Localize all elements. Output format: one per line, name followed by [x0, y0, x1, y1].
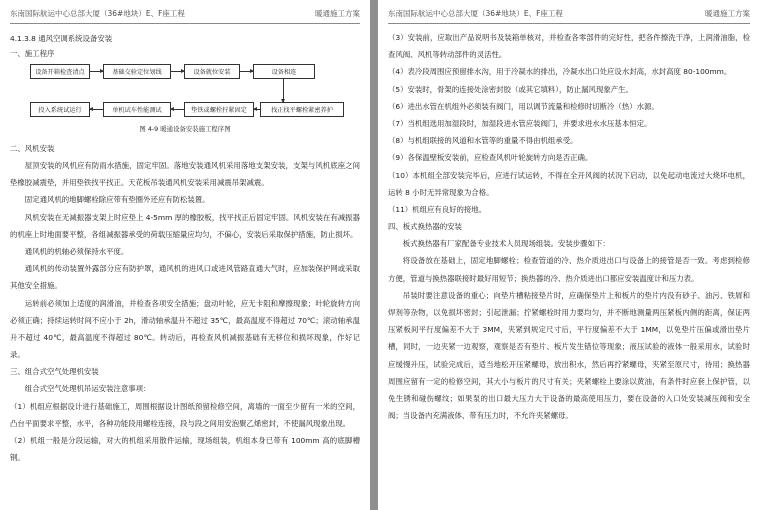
flow-step-3: 设备就位安装	[184, 64, 240, 79]
flow-step-7: 单机试车性能测试	[103, 102, 171, 117]
paragraph: 运转前必须加上适度的润滑油，并检查各项安全措施；盘动叶轮，应无卡阻和摩擦现象；叶轮旋转方向必须正确；持续运转时间不应小于 2h，滑动轴承温升不超过 35℃，最高温度不得超过 70℃；滚动轴承温升不超过 40℃，最高温度不得超过 80℃。转动后，再检查风机减振基础有无移位和损坏现象，作好记录。	[10, 298, 360, 360]
list-item: （5）安装时，骨架的连接处涂密封胶（或其它填料），防止漏风现象产生。	[388, 84, 633, 94]
subsection-title: 一、施工程序	[10, 49, 55, 58]
flow-step-6: 垫铁或螺栓拧紧固定	[184, 102, 254, 117]
subsection-title: 四、板式换热器的安装	[388, 222, 462, 232]
paragraph: 固定通风机的地脚螺栓除应带有垫圈外还应有防松装置。	[24, 195, 210, 205]
list-item: （3）安装前，应取出产品说明书及装箱单核对，并检查各零部件的完好性，把各件擦洗干净，上润滑油脂，检查风阀、风机等转动部件的灵活性。	[388, 33, 750, 60]
flow-step-5: 找正找平螺栓紧密养护	[260, 102, 344, 117]
header-project-title: 东南国际航运中心总部大厦（36#地块）E、F座工程	[388, 9, 563, 18]
list-item: （11）机组应有良好的接地。	[388, 205, 487, 215]
paragraph: 风机安装在无减振器支架上时应垫上 4-5mm 厚的橡胶板，找平找正后固定牢固。风机安装在有减振器的机座上时地面要平整，各组减振器承受的荷载压缩量应均匀，不偏心，安装后采取保护措施，防止损坏。	[10, 212, 360, 239]
list-item: （2）机组一般是分段运输，对大的机组采用散件运输，现场组装，机组本身已带有 100mm 高的底脚槽钢。	[10, 436, 360, 463]
list-item: （10）本机组全部安装完毕后，应进行试运转，不得在全开风阀的状况下启动，以免起动电流过大烧坏电机，运转 8 小时无异常现象为合格。	[388, 170, 750, 197]
section-title: 4.1.3.8 通风空调系统设备安装	[10, 34, 113, 43]
flow-arrow	[90, 71, 103, 72]
list-item: （9）各保温壁板安装前，应检查风机叶轮旋转方向是否正确。	[388, 153, 593, 163]
list-item: （6）进出水管在机组外必须装有阀门，用以调节流量和检修时切断冷（热）水源。	[388, 101, 659, 111]
list-item: （8）与机组联接的风道和水管等的重量不得由机组承受。	[388, 136, 578, 146]
body-text	[10, 140, 360, 466]
paragraph: 板式换热器有厂家配备专业技术人员现场组装。安装步骤如下：	[402, 239, 610, 249]
flow-arrow	[90, 109, 103, 110]
paragraph: 屋顶安装的风机应有防雨水措施，固定牢固。落地安装通风机采用落地支架安装，支架与风机底座之间垫橡胶减震垫，并用垫铁找平找正。天花板吊装通风机安装采用减震吊架减震。	[10, 161, 360, 188]
figure-caption: 图 4-9 暖通设备安装施工程序图	[139, 125, 231, 133]
paragraph: 通风机的机轴必须保持水平度。	[24, 247, 129, 257]
flow-step-2: 基础交验定位划线	[103, 64, 171, 79]
flow-step-1: 设备开箱检查清点	[30, 64, 90, 79]
list-item: （1）机组应根据设计进行基础施工，周围根据设计图纸预留检修空间，离墙的一面至少留有一米的空间，凸台平面要求平整，水平，各种功能段用螺栓连接，段与段之间用安泡聚乙烯密封，不使漏风现象出现。	[10, 401, 360, 428]
header-project-title: 东南国际航运中心总部大厦（36#地块）E、F座工程	[10, 9, 185, 18]
page-content	[388, 29, 750, 424]
header-doc-title: 暖通施工方案	[705, 9, 750, 18]
flow-arrow	[171, 71, 184, 72]
paragraph: 组合式空气处理机吊运安装注意事项：	[24, 384, 151, 394]
page-content	[10, 30, 360, 463]
flow-arrow	[171, 109, 184, 110]
flow-step-8: 投入系统试运行	[30, 102, 90, 117]
flow-arrow	[240, 71, 253, 72]
list-item: （4）表冷段周围应预留排水沟，用于冷凝水的排出，冷凝水出口处应设水封高，水封高度 80-100mm。	[388, 67, 732, 77]
left-page	[0, 0, 370, 510]
page-header	[10, 7, 360, 24]
subsection-title: 三、组合式空气处理机安装	[10, 367, 99, 377]
header-doc-title: 暖通施工方案	[315, 9, 360, 18]
page-header	[388, 7, 750, 24]
flow-arrow-down	[283, 79, 284, 102]
paragraph: 将设备放在基础上，固定地脚螺栓；检查管道的冷、热介质进出口与设备上的接管是否一致。考虑到检修方便，管道与换热器联接时最好用短节；换热器的冷、热介质进出口都应安装温度计和压力表。	[388, 256, 750, 283]
paragraph: 通风机的传动装置外露部分应有防护罩，通风机的进风口或进风管路直通大气时，应加装保护网或采取其他安全措施。	[10, 264, 360, 291]
flow-step-4: 设备相连	[253, 64, 315, 79]
right-page	[378, 0, 760, 510]
page-gap	[370, 0, 378, 510]
list-item: （7）当机组选用加湿段时，加湿段进水管应装阀门，并要求进水水压基本恒定。	[388, 119, 652, 129]
paragraph: 吊装时要注意设备的重心；向垫片槽粘接垫片时，应确保垫片上和板片的垫片内没有砂子、油污、铁屑和焊剂等杂物，以免损坏密封；引起泄漏；拧紧螺栓时用力要均匀，并不断地测量两压紧板内侧的距离，保证两压紧板间平行度偏差不大于 3MM，夹紧到规定尺寸后，平行度偏差不大于 1MM，以免垫片压偏或滑出垫片槽，同时，一边夹紧一边观察，观察是否有垫片、板片发生错位等现象；液压试验的液体一般采用水，试验时应缓慢升压，试验完成后，适当地松开压紧螺母，放出积水，然后再拧紧螺母，夹紧至原尺寸，待用；换热器周围应留有一定的检修空间，其大小与板片的尺寸有关；夹紧螺栓上要涂以黄油，有条件时应套上保护管，以免生锈和碰伤螺纹；如果泵的出口最大压力大于设备的最高使用压力，要在设备的入口处安装减压阀和安全阀；当设备内充满液体、带有压力时，不允许夹紧螺母。	[388, 290, 750, 421]
subsection-title: 二、风机安装	[10, 144, 55, 153]
